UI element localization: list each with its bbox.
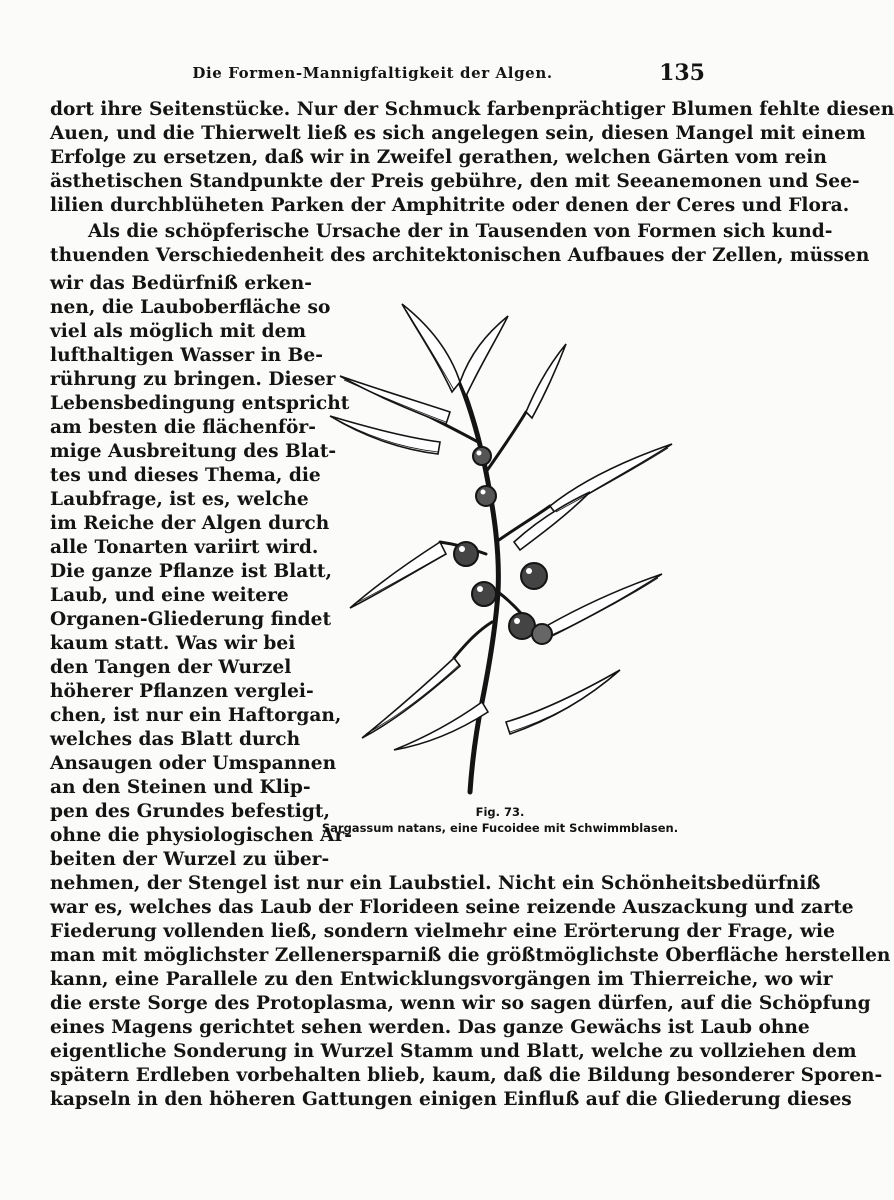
- page-header: [0, 60, 745, 90]
- text-line: thuenden Verschiedenheit des architektonischen Aufbaues der Zellen, müssen: [50, 245, 870, 266]
- text-line: Auen, und die Thierwelt ließ es sich angelegen sein, diesen Mangel mit einem: [50, 123, 866, 144]
- text-line: den Tangen der Wurzel: [50, 657, 292, 678]
- text-line: war es, welches das Laub der Florideen seine reizende Auszackung und zarte: [50, 897, 854, 918]
- text-line: tes und dieses Thema, die: [50, 465, 321, 486]
- text-line: welches das Blatt durch: [50, 729, 301, 750]
- figure-label: Fig. 73.: [475, 805, 525, 819]
- text-line: ästhetischen Standpunkte der Preis gebühre, den mit Seeanemonen und See-: [50, 171, 860, 192]
- text-line: die erste Sorge des Protoplasma, wenn wir so sagen dürfen, auf die Schöpfung: [50, 993, 871, 1014]
- text-line: dort ihre Seitenstücke. Nur der Schmuck farbenprächtiger Blumen fehlte diesen: [50, 99, 894, 120]
- text-line: Fiederung vollenden ließ, sondern vielmehr eine Erörterung der Frage, wie: [50, 921, 835, 942]
- text-line: Laub, und eine weitere: [50, 585, 289, 606]
- text-line: man mit möglichster Zellenersparniß die größtmöglichste Oberfläche herstellen: [50, 945, 891, 966]
- sargassum-illustration: [300, 292, 700, 804]
- text-line: alle Tonarten variirt wird.: [50, 537, 319, 558]
- text-line: Lebensbedingung entspricht: [50, 393, 350, 414]
- text-line: pen des Grundes befestigt,: [50, 801, 330, 822]
- text-line: viel als möglich mit dem: [50, 321, 307, 342]
- text-line: chen, ist nur ein Haftorgan,: [50, 705, 342, 726]
- figure-caption: Sargassum natans, eine Fucoidee mit Schwimmblasen.: [321, 821, 679, 835]
- text-line: lufthaltigen Wasser in Be-: [50, 345, 323, 366]
- text-line: an den Steinen und Klip-: [50, 777, 311, 798]
- text-line: lilien durchblüheten Parken der Amphitrite oder denen der Ceres und Flora.: [50, 195, 850, 216]
- text-line: Laubfrage, ist es, welche: [50, 489, 309, 510]
- text-line: mige Ausbreitung des Blat-: [50, 441, 337, 462]
- text-line: höherer Pflanzen verglei-: [50, 681, 314, 702]
- text-line: ohne die physiologischen Ar-: [50, 825, 352, 846]
- text-line: rührung zu bringen. Dieser: [50, 369, 336, 390]
- text-line: Organen-Gliederung findet: [50, 609, 332, 630]
- text-line: wir das Bedürfniß erken-: [50, 273, 312, 294]
- text-line: kaum statt. Was wir bei: [50, 633, 296, 654]
- text-line: nen, die Lauboberfläche so: [50, 297, 331, 318]
- text-line: eigentliche Sonderung in Wurzel Stamm und Blatt, welche zu vollziehen dem: [50, 1041, 857, 1062]
- text-line: Als die schöpferische Ursache der in Tausenden von Formen sich kund-: [88, 221, 833, 242]
- running-title: Die Formen-Mannigfaltigkeit der Algen.: [192, 64, 553, 82]
- text-line: am besten die flächenför-: [50, 417, 316, 438]
- seaweed-drawing: [300, 292, 700, 804]
- text-line: spätern Erdleben vorbehalten blieb, kaum, daß die Bildung besonderer Sporen-: [50, 1065, 883, 1086]
- text-line: eines Magens gerichtet sehen werden. Das ganze Gewächs ist Laub ohne: [50, 1017, 810, 1038]
- text-line: kann, eine Parallele zu den Entwicklungsvorgängen im Thierreiche, wo wir: [50, 969, 833, 990]
- text-line: Ansaugen oder Umspannen: [50, 753, 337, 774]
- text-line: beiten der Wurzel zu über-: [50, 849, 330, 870]
- text-line: kapseln in den höheren Gattungen einigen Einfluß auf die Gliederung dieses: [50, 1089, 852, 1110]
- text-line: Erfolge zu ersetzen, daß wir in Zweifel gerathen, welchen Gärten vom rein: [50, 147, 827, 168]
- text-line: im Reiche der Algen durch: [50, 513, 330, 534]
- page-number: 135: [659, 60, 705, 86]
- text-line: nehmen, der Stengel ist nur ein Laubstiel. Nicht ein Schönheitsbedürfniß: [50, 873, 821, 894]
- text-line: Die ganze Pflanze ist Blatt,: [50, 561, 332, 582]
